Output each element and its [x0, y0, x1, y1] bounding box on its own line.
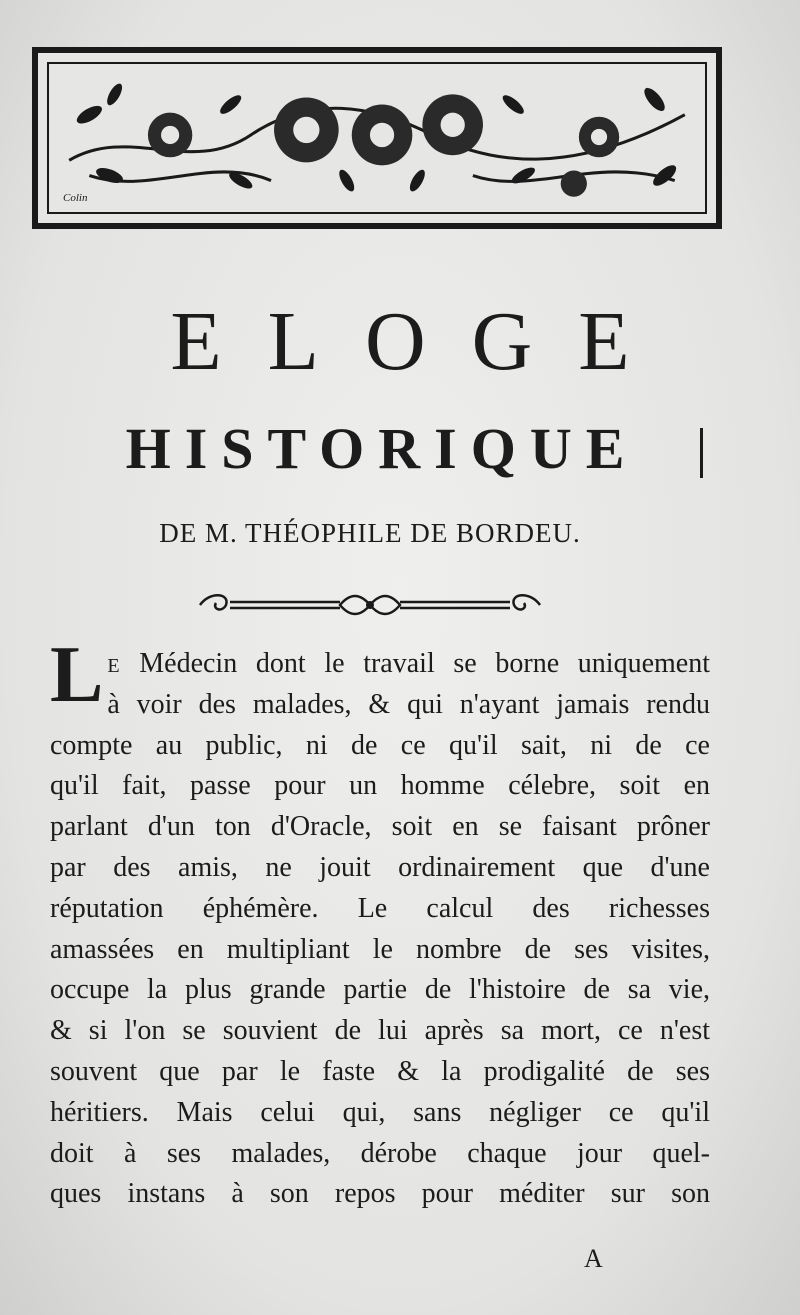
text-line [50, 644, 710, 685]
title-subject: DE M. THÉOPHILE DE BORDEU. [159, 518, 581, 548]
text-line: doit à ses malades, dérobe chaque jour quel- [50, 1137, 710, 1169]
text-line: par des amis, ne jouit ordinairement que d'une [50, 851, 710, 883]
text-line: ques instans à son repos pour méditer sur son [50, 1178, 710, 1210]
text-line: parlant d'un ton d'Oracle, soit en se faisant prôner [50, 811, 710, 843]
text-line: & si l'on se souvient de lui après sa mort, ce n'est [50, 1015, 710, 1047]
headpiece-inner-border [47, 62, 707, 214]
text-line: à voir des malades, & qui n'ayant jamais rendu [107, 688, 710, 720]
text-line: qu'il fait, passe pour un homme célebre, soit en [50, 770, 710, 802]
text-line: réputation éphémère. Le calcul des richesses [50, 892, 710, 924]
text-line: amassées en multipliant le nombre de ses visites, [50, 933, 710, 965]
text-line: souvent que par le faste & la prodigalité de ses [50, 1055, 710, 1087]
text-line: occupe la plus grande partie de l'histoire de sa vie, [50, 974, 710, 1006]
ornamental-rule-icon [190, 585, 550, 621]
title-edge-mark [700, 428, 703, 478]
text-line-content: Médecin dont le travail se borne uniquement [120, 648, 710, 679]
title-historique: HISTORIQUE [125, 416, 639, 481]
floral-headpiece [32, 47, 722, 229]
drop-cap: L [50, 631, 104, 719]
title-eloge: ELOGE [170, 295, 676, 388]
text-line: héritiers. Mais celui qui, sans négliger ce qu'il [50, 1096, 710, 1128]
body-paragraph [50, 631, 710, 1215]
floral-engraving-icon [49, 64, 705, 212]
first-word-rest: E [107, 655, 121, 677]
engraver-signature: Colin [63, 192, 88, 204]
printer-signature-mark: A [584, 1244, 603, 1273]
text-line: compte au public, ni de ce qu'il sait, ni de ce [50, 729, 710, 761]
